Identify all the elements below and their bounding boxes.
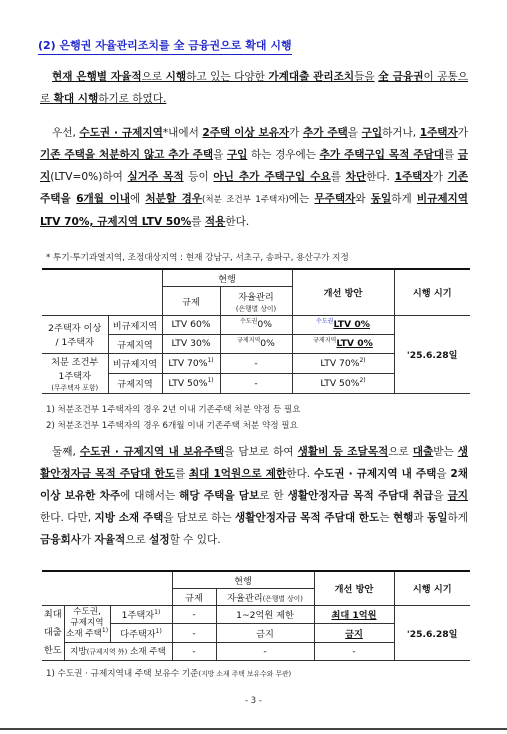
para3-s27: 과 [413,512,428,524]
para3-s33: 으로 [125,534,150,546]
para2-s18: 금지 [40,149,469,183]
para1-s3: 시행 [165,71,187,83]
t1-r1-plan-val: LTV 0% [333,319,370,330]
para3-s6: 대출 [412,446,434,458]
para3-s5: 으로 [388,446,413,458]
t2-left-1: 최대 [43,608,62,620]
para3-s7: 받는 [433,446,458,458]
table2-note-small: (지방 소재 주택 보유수와 무관) [198,670,292,678]
t1-r2-plan-pre: 규제지역 [313,336,337,344]
para3-s25: 는 [379,512,393,524]
footnote-star: * 투기·투기과열지역, 조정대상지역 : 현재 강남구, 서초구, 송파구, 용산구가 지정 [46,253,349,263]
para3-s18: 생활안정자금 목적 주담대 취급 [287,490,434,502]
para2-s28: 기존 [447,171,469,183]
t1-h-self-1: 자율관리 [238,291,274,303]
t2-h-when: 시행 시기 [394,571,470,605]
t2-row1-self: 1~2억원 제한 [216,605,314,624]
t1-r3-reg-sup: 1) [207,356,214,364]
para3-s29: 하게 [447,512,468,524]
t1-g1-label-1: 2주택자 이상 [48,323,102,334]
para2-s7: 을 [347,127,362,139]
para2-s26: 1주택자 [394,171,433,183]
t2-row1-plan: 최대 1억원 [314,605,394,624]
t1-r2-self-val: 0% [260,338,275,349]
para2-s39: 비규제지역 LTV 70%, 규제지역 LTV 50% [40,193,469,228]
para2-s24: 차단 [345,171,367,183]
para2-s41: 적용 [204,216,226,228]
t1-zone-nonreg-1: 비규제지역 [108,315,162,334]
para2-s13: 을 [213,149,227,161]
para2-s19: (LTV=0%)하여 [50,171,128,183]
t2-row1-label [110,605,172,624]
para2-s27: 가 [432,171,448,183]
t1-g1-label [42,315,108,353]
t2-h-current: 현행 [172,571,314,588]
para1-s1: 현재 은행별 자율적 [52,71,142,83]
section-heading: (2) 은행권 자율관리조치를 全 금융권으로 확대 시행 [38,37,292,55]
t1-r4-self: - [220,373,292,393]
t1-r2-reg: LTV 30% [162,334,220,353]
para3-s1: 둘째, [52,446,80,458]
t1-zone-reg-2: 규제지역 [108,373,162,393]
para1-s2: 으로 [141,71,166,83]
living-loan-paragraph [40,441,468,551]
para3-s28: 동일 [427,512,448,524]
para2-s20: 실거주 목적 [127,171,184,183]
t2-h-self-small: (은행별 상이) [262,594,303,603]
para2-s1: 우선, [52,127,80,139]
t2-row3-label [64,642,172,660]
para2-s29: 주택을 [40,193,77,205]
t1-r1-self-val: 0% [257,319,272,330]
para2-s9: 하거나, [382,127,420,139]
t2-row2-label-text: 다주택자 [120,629,156,640]
para2-s37: 동일 [370,193,392,205]
ltv-paragraph [40,122,468,233]
t1-r3-self: - [220,353,292,373]
para3-s2: 수도권 · 규제지역 내 보유주택 [79,446,225,458]
t1-r1-reg: LTV 60% [162,315,220,334]
table1-note-2: 2) 처분조건부 1주택자의 경우 6개월 이내 기존주택 처분 약정 필요 [46,421,298,431]
t1-g2-label-2: 1주택자 [58,371,91,382]
para3-s10: 최대 1억원으로 제한 [188,468,287,480]
t1-h-self [220,286,292,315]
t2-row2-reg: - [172,624,216,643]
para2-s34: 에는 [288,193,315,205]
table1-note-1: 1) 처분조건부 1주택자의 경우 2년 이내 기존주택 처분 약정 등 필요 [46,405,301,415]
t1-h-current: 현행 [162,269,292,286]
para3-s22: 지방 소재 주택 [94,512,164,524]
t1-r4-reg [162,373,220,393]
t2-row2-label [110,624,172,643]
para2-s38: 하게 [391,193,417,205]
para2-s33: (처분 조건부 1주택자) [202,195,289,205]
para2-s16: 추가 주택구입 목적 주담대 [319,149,444,161]
t1-zone-reg-1: 규제지역 [108,334,162,353]
t1-h-when: 시행 시기 [394,269,470,315]
t1-r1-self [220,315,292,334]
t1-g1-label-2: / 1주택자 [55,337,94,348]
t2-g1c: 소재 주택 [65,629,102,640]
para3-s19: 을 [433,490,448,502]
para3-s21: 한다. 다만, [40,512,95,524]
t1-date: '25.6.28일 [394,315,470,393]
para2-s36: 와 [355,193,371,205]
para3-s34: 설정 [149,534,170,546]
para3-s17: 로 한 [259,490,288,502]
para2-s4: 2주택 이상 보유자 [202,127,290,139]
t1-r1-self-pre: 수도권 [240,317,258,325]
para3-s20: 금지 [447,490,469,502]
t2-h-self-label: 자율관리 [227,592,263,604]
t1-r3-reg-val: LTV 70% [168,357,208,369]
t2-row2-plan: 금지 [314,624,394,643]
para3-s16: 해당 주택을 담보 [179,490,260,502]
t1-r3-reg [162,353,220,373]
ltv-table [42,268,470,394]
t1-r4-plan-sup: 2) [359,376,366,384]
t2-row1-reg: - [172,605,216,624]
t1-r4-reg-sup: 1) [207,376,214,384]
t1-r1-plan [292,315,394,334]
t1-r1-plan-pre: 수도권 [316,317,334,325]
para2-s23: 를 [330,171,346,183]
para2-s3: *내에서 [162,127,203,139]
t2-row1-sup: 1) [154,609,161,617]
para2-s5: 가 [289,127,303,139]
t2-left-2: 대출 [43,626,62,638]
t2-left-3: 한도 [43,644,62,656]
para3-s11: 한다. [286,468,311,480]
t2-row3-plan: - [314,642,394,660]
para2-s8: 구입 [361,127,383,139]
table2-note [46,667,291,679]
t1-g2-label [42,353,108,393]
para2-s42: 한다. [225,216,250,228]
t2-row2-sup: 1) [155,627,162,635]
para2-s32: 처분할 경우 [145,193,203,205]
para2-s17: 를 [443,149,458,161]
t2-row1-label-text: 1주택자 [121,610,155,622]
t1-r2-plan [292,334,394,353]
t1-g2-label-1: 처분 조건부 [51,357,99,368]
para2-s14: 구입 [226,149,248,161]
para3-s14: 2채 이상 보유한 차주 [40,468,468,502]
para3-s12: 수도권 · 규제지역 내 주택 [313,468,437,480]
para2-s30: 6개월 이내 [76,193,130,205]
t2-corner [42,571,172,605]
para3-s31: 가 [80,534,95,546]
para3-s15: 에 대해서는 [120,490,180,502]
t2-g1c-sup: 1) [101,627,109,635]
t1-r3-plan [292,353,394,373]
para2-s25: 한다. [366,171,395,183]
t1-r2-self [220,334,292,353]
t2-h-reg: 규제 [172,588,216,605]
para3-s9: 를 [174,468,189,480]
para3-s4: 생활비 등 조달목적 [297,446,389,458]
para1-s7: 全 금융권 [378,71,424,83]
t1-r2-self-pre: 규제지역 [237,336,261,344]
t1-corner [42,269,162,315]
t1-r3-plan-sup: 2) [359,356,366,364]
para2-s2: 수도권 · 규제지역 [79,127,163,139]
para2-s22: 아닌 추가 주택구입 수요 [213,171,331,183]
t2-h-self [216,588,314,605]
t2-row3-label-small: (규제지역 外) [86,648,128,657]
t2-row3-self: - [216,642,314,660]
para3-s35: 할 수 있다. [169,534,221,546]
para3-s23: 을 담보로 하는 [163,512,236,524]
t1-h-self-2: (은행별 상이) [235,304,277,313]
para2-s31: 에 [129,193,146,205]
para2-s10: 1주택자 [419,127,458,139]
t2-row2-self: 금지 [216,624,314,643]
t2-row3-label-b: 소재 주택 [127,647,166,658]
t2-g1b: 규제지역 [70,618,104,629]
t1-h-plan: 개선 방안 [292,269,394,315]
table2-note-main: 1) 수도권 · 규제지역내 주택 보유수 기준 [46,669,199,679]
t1-h-reg: 규제 [162,286,220,315]
t2-h-plan: 개선 방안 [314,571,394,605]
t2-row3-label-a: 지방 [70,647,87,658]
t1-r4-reg-val: LTV 50% [168,377,208,389]
t1-g2-label-3: (무주택자 포함) [51,384,99,392]
para1-s5: 가계대출 관리조치 [268,71,355,83]
t1-r4-plan [292,373,394,393]
t1-zone-nonreg-2: 비규제지역 [108,353,162,373]
para3-s8: 생활안정자금 목적 주담대 한도 [40,446,468,480]
para2-s6: 추가 주택 [302,127,348,139]
intro-paragraph [40,66,468,110]
para2-s40: 를 [191,216,205,228]
t1-r2-plan-val: LTV 0% [336,338,373,349]
t1-r3-plan-val: LTV 70% [320,357,360,369]
para1-s4: 하고 있는 다양한 [186,71,269,83]
para3-s26: 현행 [392,512,414,524]
para3-s30: 금융회사 [40,534,81,546]
para1-s6: 들을 [354,71,375,83]
page-number: - 3 - [245,696,262,706]
para2-s11: 가 [457,127,469,139]
para3-s3: 을 담보로 하여 [224,446,298,458]
para1-s10: 하기로 하였다. [98,93,167,105]
t2-row3-reg: - [172,642,216,660]
t2-date: '25.6.28일 [394,605,470,660]
bottom-rule [0,728,507,730]
para2-s35: 무주택자 [314,193,356,205]
para2-s21: 등이 [183,171,214,183]
para3-s13: 을 [436,468,451,480]
para2-s12: 기존 주택을 처분하지 않고 추가 주택 [40,149,214,161]
t2-g1c-wrap [65,629,110,640]
para1-s9: 확대 시행 [53,93,99,105]
t2-left-label [42,605,64,660]
para1-s8: 이 공통으로 [40,71,468,105]
t2-g1a: 수도권, [73,607,101,618]
t2-g1-label [64,605,110,642]
para3-s32: 자율적 [94,534,126,546]
para2-s15: 하는 경우에는 [247,149,320,161]
living-loan-table [42,570,470,661]
para3-s24: 생활안정자금 목적 주담대 한도 [235,512,380,524]
t1-r4-plan-val: LTV 50% [320,377,360,389]
